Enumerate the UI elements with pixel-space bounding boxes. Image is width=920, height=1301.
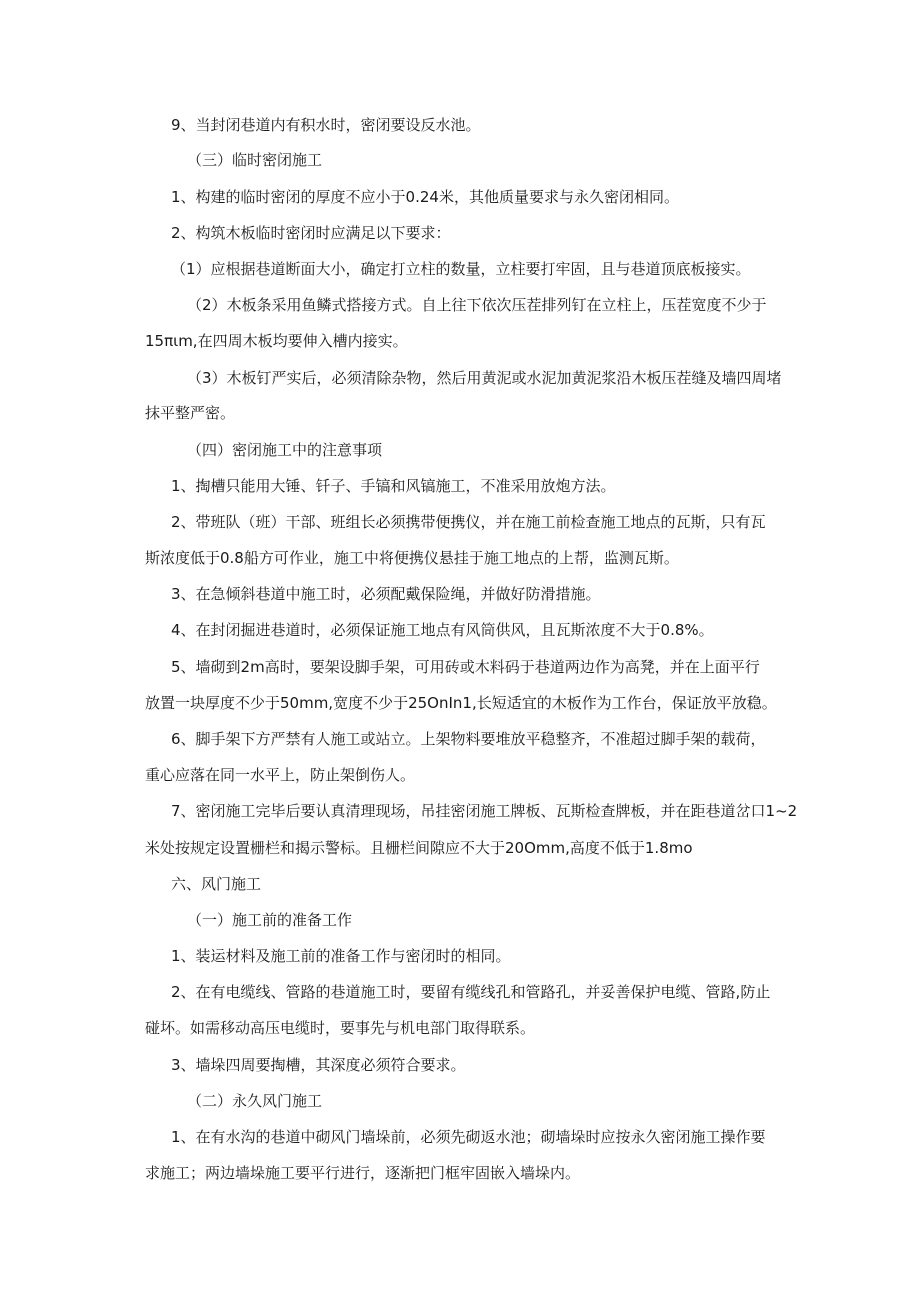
paragraph-line: （3）木板钉严实后，必须清除杂物，然后用黄泥或水泥加黄泥浆沿木板压茬缝及墙四周堵 xyxy=(187,369,782,387)
section-heading: 六、风门施工 xyxy=(171,875,262,893)
paragraph-line: 求施工；两边墙垛施工要平行进行，逐渐把门框牢固嵌入墙垛内。 xyxy=(145,1164,581,1182)
paragraph-line: 2、带班队（班）干部、班组长必须携带便携仪，并在施工前检查施工地点的瓦斯，只有瓦 xyxy=(171,513,766,531)
paragraph-line: 1、装运材料及施工前的准备工作与密闭时的相同。 xyxy=(171,947,511,965)
paragraph-line: 9、当封闭巷道内有积水时，密闭要设反水池。 xyxy=(171,116,481,134)
paragraph-line: 5、墙砌到2m高时，要架设脚手架，可用砖或木料码于巷道两边作为高凳，并在上面平行 xyxy=(171,658,760,676)
section-heading: （二）永久风门施工 xyxy=(187,1092,323,1110)
paragraph-line: 6、脚手架下方严禁有人施工或站立。上架物料要堆放平稳整齐，不准超过脚手架的载荷， xyxy=(171,730,766,748)
paragraph-line: 斯浓度低于0.8船方可作业，施工中将便携仪悬挂于施工地点的上帮，监测瓦斯。 xyxy=(145,549,679,567)
paragraph-line: 1、在有水沟的巷道中砌风门墙垛前，必须先砌返水池；砌墙垛时应按永久密闭施工操作要 xyxy=(171,1128,766,1146)
paragraph-line: 3、在急倾斜巷道中施工时，必须配戴保险绳，并做好防滑措施。 xyxy=(171,585,601,603)
paragraph-line: 重心应落在同一水平上，防止架倒伤人。 xyxy=(145,766,416,784)
paragraph-line: 15πιm,在四周木板均要伸入槽内接实。 xyxy=(145,332,408,350)
section-heading: （三）临时密闭施工 xyxy=(187,151,323,169)
paragraph-line: 4、在封闭掘进巷道时，必须保证施工地点有风筒供风，且瓦斯浓度不大于0.8%。 xyxy=(171,621,714,639)
paragraph-line: 1、掏槽只能用大锤、钎子、手镐和风镐施工，不准采用放炮方法。 xyxy=(171,477,616,495)
paragraph-line: 抹平整严密。 xyxy=(145,404,236,422)
paragraph-line: 放置一块厚度不少于50mm,宽度不少于25OnIn1,长短适宜的木板作为工作台，保证放平放稳。 xyxy=(145,694,777,712)
paragraph-line: 1、构建的临时密闭的厚度不应小于0.24米，其他质量要求与永久密闭相同。 xyxy=(171,188,679,206)
paragraph-line: 碰坏。如需移动高压电缆时，要事先与机电部门取得联系。 xyxy=(145,1019,536,1037)
paragraph-line: 2、在有电缆线、管路的巷道施工时，要留有缆线孔和管路孔，并妥善保护电缆、管路,防止 xyxy=(171,983,771,1001)
paragraph-line: 3、墙垛四周要掏槽，其深度必须符合要求。 xyxy=(171,1056,466,1074)
paragraph-line: 7、密闭施工完毕后要认真清理现场，吊挂密闭施工牌板、瓦斯检查牌板，并在距巷道岔口1~2 xyxy=(171,802,798,820)
paragraph-line: 米处按规定设置栅栏和揭示警标。且栅栏间隙应不大于20Omm,高度不低于1.8mo xyxy=(145,839,693,857)
paragraph-line: （2）木板条采用鱼鳞式搭接方式。自上往下依次压茬排列钉在立柱上，压茬宽度不少于 xyxy=(187,296,767,314)
section-heading: （四）密闭施工中的注意事项 xyxy=(187,441,383,459)
section-heading: （一）施工前的准备工作 xyxy=(187,911,353,929)
paragraph-line: 2、构筑木板临时密闭时应满足以下要求： xyxy=(171,224,451,242)
paragraph-line: （1）应根据巷道断面大小，确定打立柱的数量，立柱要打牢固，且与巷道顶底板接实。 xyxy=(171,260,751,278)
